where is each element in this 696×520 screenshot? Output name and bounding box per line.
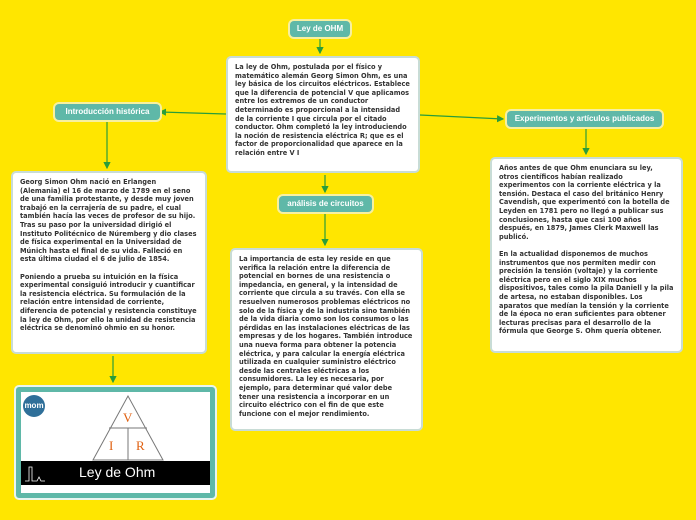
connector-central-to-experiments [420, 115, 503, 119]
triangle-letter-v: V [123, 410, 133, 425]
intro-card[interactable]: Georg Simon Ohm nació en Erlangen (Alemania) el 16 de marzo de 1789 en el seno de una familia protestante, y desde muy joven trabajó en la cerrajería de su padre, el cual también hacía las veces de profesor de su hijo. Tras su paso por la universidad dirigió el Instituto Politécnico de Núremberg y dio clases de física experimental en la Universidad de Múnich hasta el final de su vida. Falleció en esta última ciudad el 6 de julio de 1854. Poniendo a prueba su intuición en la física experimental consiguió introducir y cuantificar la resistencia eléctrica. Su formulación de la relación entre intensidad de corriente, diferencia de potencial y resistencia constituye la ley de Ohm, por ello la unidad de resistencia eléctrica se denominó ohmio en su honor. [11, 171, 207, 354]
central-topic-title[interactable]: Ley de OHM [290, 21, 350, 37]
image-caption: Ley de Ohm [79, 464, 156, 480]
circuit-icon [23, 461, 63, 485]
ohm-law-image-card[interactable] [14, 385, 217, 500]
topic-introduccion-historica[interactable]: Introducción histórica [55, 104, 160, 120]
topic-analisis-circuitos[interactable]: análisis de circuitos [279, 196, 372, 212]
brand-logo: mom [23, 395, 45, 417]
analysis-card[interactable]: La importancia de esta ley reside en que verifica la relación entre la diferencia de potencial en bornes de una resistencia o impedancia, en general, y la intensidad de corriente que circula a su través. Con ella se resuelven numerosos problemas eléctricos no solo de la física y de la industria sino también de la vida diaria como son los consumos o las pérdidas en las instalaciones eléctricas de las empresas y de los hogares. También introduce una nueva forma para obtener la potencia eléctrica, y para calcular la energía eléctrica utilizada en cualquier suministro eléctrico desde las centrales eléctricas a los consumidores. La ley es necesaria, por ejemplo, para determinar qué valor debe tener una resistencia a incorporar en un circuito eléctrico con el fin de que este funcione con el mejor rendimiento. [230, 248, 423, 431]
connector-central-to-intro [160, 112, 226, 114]
ohm-triangle-icon [21, 392, 210, 462]
central-topic-card[interactable]: La ley de Ohm, postulada por el físico y matemático alemán Georg Simon Ohm, es una ley básica de los circuitos eléctricos. Establece que la diferencia de potencial V que aplicamos entre los extremos de un conductor determinado es proporcional a la intensidad de la corriente I que circula por el citado conductor. Ohm completó la ley introduciendo la noción de resistencia eléctrica R; que es el factor de proporcionalidad que aparece en la relación entre V I [226, 56, 420, 173]
experiments-card[interactable]: Años antes de que Ohm enunciara su ley, otros científicos habían realizado experimentos con la corriente eléctrica y la tensión. Destaca el caso del británico Henry Cavendish, que experimentó con la botella de Leyden en 1781 pero no llegó a publicar sus conclusiones, hasta que casi 100 años después, en 1879, James Clerk Maxwell las publicó. En la actualidad disponemos de muchos instrumentos que nos permiten medir con precisión la tensión (voltaje) y la corriente eléctrica pero en el siglo XIX muchos dispositivos, tales como la pila Daniell y la pila de artesa, no estaban disponibles. Los aparatos que medían la tensión y la corriente de la época no eran suficientes para obtener lecturas precisas para el desarrollo de la fórmula que George S. Ohm quería obtener. [490, 157, 683, 353]
triangle-letter-i: I [109, 438, 114, 453]
ohm-law-image [21, 392, 210, 493]
triangle-letter-r: R [136, 438, 145, 453]
caption-bar [21, 461, 210, 485]
topic-experimentos[interactable]: Experimentos y artículos publicados [507, 111, 662, 127]
